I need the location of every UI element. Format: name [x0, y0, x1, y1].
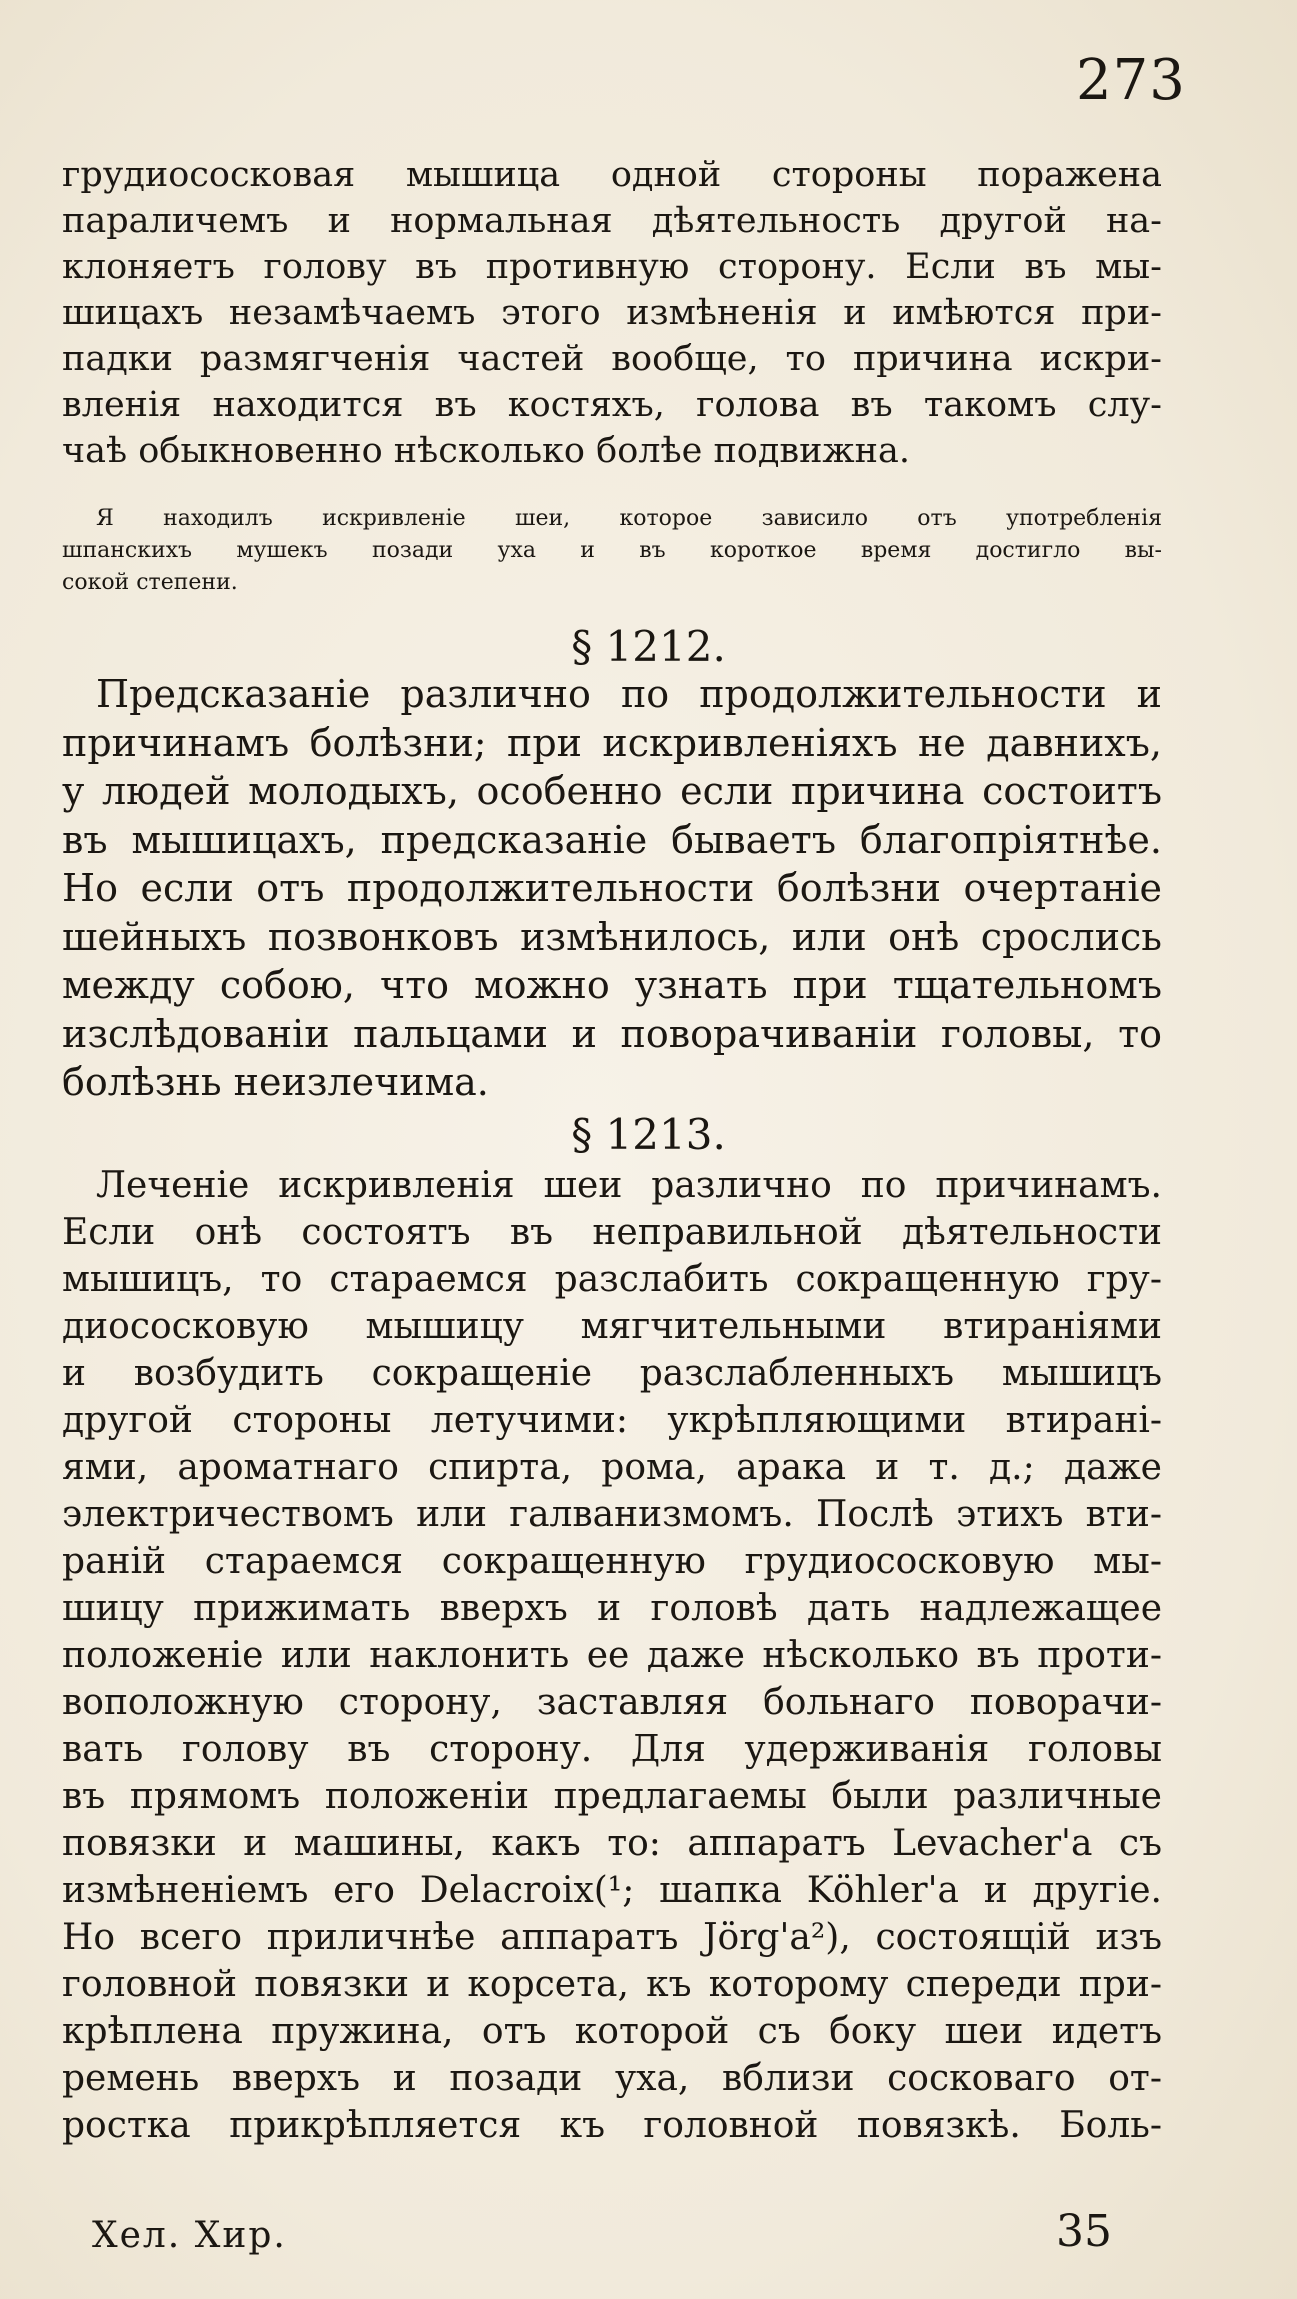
text-line: воположную сторону, заставляя больнаго поворачи-	[62, 1682, 1162, 1723]
text-line: мышицъ, то стараемся разслабить сокращенную гру-	[62, 1259, 1162, 1300]
text-line: Но всего приличнѣе аппаратъ Jörg'a²), состоящій изъ	[62, 1917, 1162, 1958]
text-line: шицахъ незамѣчаемъ этого измѣненія и имѣются при-	[62, 293, 1162, 333]
paragraph-2	[62, 670, 1162, 1107]
text-line: грудиососковая мышица одной стороны поражена	[62, 155, 1162, 195]
text-line: параличемъ и нормальная дѣятельность другой на-	[62, 201, 1162, 241]
text-line: шицу прижимать вверхъ и головѣ дать надлежащее	[62, 1588, 1162, 1629]
text-line: изслѣдованіи пальцами и поворачиваніи головы, то	[62, 1011, 1162, 1056]
section-heading-1213: § 1213.	[571, 1110, 726, 1159]
text-line: измѣненіемъ его Delacroix(¹; шапка Köhler'a и другіе.	[62, 1870, 1162, 1911]
text-line: Но если отъ продолжительности болѣзни очертаніе	[62, 866, 1162, 910]
text-line: ростка прикрѣпляется къ головной повязкѣ. Боль-	[62, 2105, 1162, 2146]
text-line: Если онѣ состоятъ въ неправильной дѣятельности	[62, 1212, 1162, 1253]
paragraph-1	[62, 152, 1162, 474]
text-line: клоняетъ голову въ противную сторону. Если въ мы-	[62, 247, 1162, 287]
text-line: вать голову въ сторону. Для удерживанія головы	[62, 1729, 1162, 1770]
text-line: головной повязки и корсета, къ которому спереди при-	[62, 1964, 1162, 2005]
text-line: вленія находится въ костяхъ, голова въ такомъ слу-	[62, 385, 1162, 425]
text-line: причинамъ болѣзни; при искривленіяхъ не давнихъ,	[62, 720, 1162, 765]
footnote-line: шпанскихъ мушекъ позади уха и въ короткое время достигло вы-	[62, 538, 1162, 563]
text-line: диососковую мышицу мягчительными втираніями	[62, 1306, 1162, 1347]
page-number: 273	[1076, 48, 1186, 113]
text-line: ремень вверхъ и позади уха, вблизи сосковаго от-	[62, 2058, 1162, 2099]
footnote-line: Я находилъ искривленіе шеи, которое зависило отъ употребленія	[96, 506, 1162, 531]
text-line: чаѣ обыкновенно нѣсколько болѣе подвижна.	[62, 431, 910, 471]
text-line: и возбудить сокращеніе разслабленныхъ мышицъ	[62, 1353, 1162, 1394]
text-line: въ прямомъ положеніи предлагаемы были различные	[62, 1776, 1162, 1817]
running-footer-title: Хел. Хир.	[92, 2215, 287, 2256]
signature-number: 35	[1056, 2206, 1112, 2257]
text-line: электричествомъ или галванизмомъ. Послѣ этихъ вти-	[62, 1494, 1162, 1535]
text-line: раній стараемся сокращенную грудиососковую мы-	[62, 1541, 1162, 1582]
text-line: крѣплена пружина, отъ которой съ боку шеи идетъ	[62, 2011, 1162, 2052]
text-line: повязки и машины, какъ то: аппаратъ Levacher'a съ	[62, 1823, 1162, 1864]
text-line: Предсказаніе различно по продолжительности и	[96, 672, 1162, 716]
text-line: у людей молодыхъ, особенно если причина состоитъ	[62, 769, 1162, 813]
text-line: болѣзнь неизлечима.	[62, 1060, 489, 1104]
text-line: между собою, что можно узнать при тщательномъ	[62, 963, 1162, 1007]
paragraph-3	[62, 1162, 1162, 2149]
section-heading-1212: § 1212.	[571, 622, 726, 671]
footnote	[62, 503, 1162, 599]
text-line: шейныхъ позвонковъ измѣнилось, или онѣ срослись	[62, 914, 1162, 959]
text-line: другой стороны летучими: укрѣпляющими втирані-	[62, 1400, 1162, 1441]
text-line: положеніе или наклонить ее даже нѣсколько въ проти-	[62, 1635, 1162, 1676]
text-line: падки размягченія частей вообще, то причина искри-	[62, 339, 1162, 379]
footnote-line: сокой степени.	[62, 570, 238, 595]
text-line: Леченіе искривленія шеи различно по причинамъ.	[96, 1165, 1162, 1206]
text-line: въ мышицахъ, предсказаніе бываетъ благопріятнѣе.	[62, 817, 1162, 862]
text-line: ями, ароматнаго спирта, рома, арака и т. д.; даже	[62, 1447, 1162, 1488]
